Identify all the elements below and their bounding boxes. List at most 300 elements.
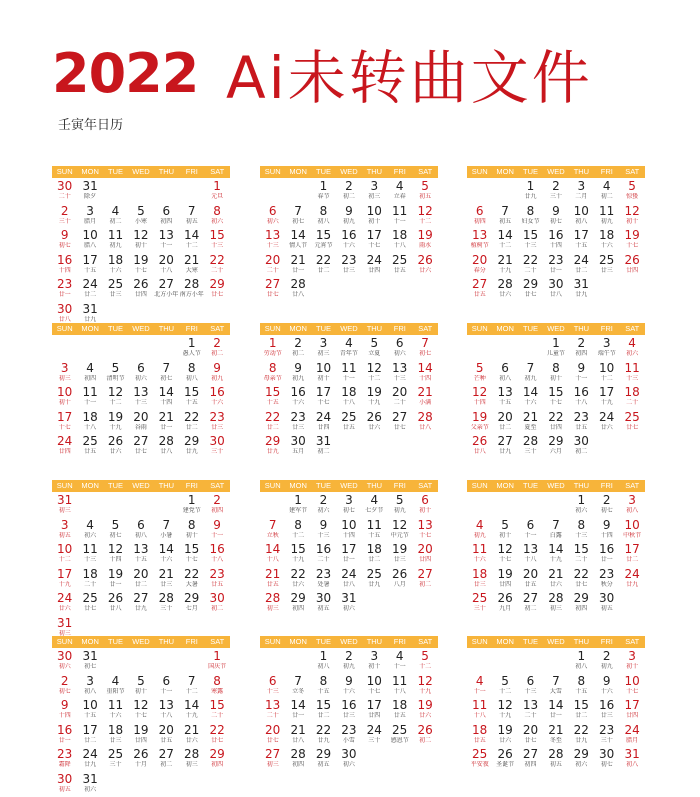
day-number: 6: [395, 336, 404, 350]
lunar-date: 初七: [419, 350, 432, 357]
day-number: 24: [57, 434, 73, 448]
lunar-date: 十九: [499, 266, 512, 274]
day-cell: [387, 180, 412, 204]
lunar-date: 十七: [368, 242, 381, 249]
day-cell: [594, 699, 619, 723]
day-cell: [362, 229, 387, 253]
day-cell: [103, 386, 128, 410]
day-number: 18: [82, 566, 98, 581]
day-cell: [77, 650, 102, 674]
lunar-date: 十二: [185, 687, 198, 695]
day-cell: [77, 180, 102, 204]
day-number: 12: [472, 385, 488, 399]
day-cell: [285, 254, 310, 278]
day-cell: [128, 675, 153, 699]
lunar-date: 廿九: [266, 448, 279, 455]
day-cell: [387, 386, 412, 410]
lunar-date: 十八: [160, 266, 173, 274]
day-cell: [387, 411, 412, 435]
day-number: 24: [82, 747, 98, 761]
day-number: 21: [522, 409, 539, 424]
day-cell: [204, 278, 229, 302]
lunar-date: 十四: [342, 531, 355, 539]
day-cell: [492, 699, 517, 723]
lunar-date: 廿九: [524, 193, 537, 200]
day-number: 13: [158, 698, 174, 712]
lunar-date: 十六: [109, 266, 122, 274]
lunar-date: 二十: [524, 712, 537, 719]
day-cell: [52, 386, 77, 410]
day-number: 15: [265, 385, 281, 399]
lunar-date: 廿四: [368, 712, 381, 719]
lunar-date: 大雪: [549, 687, 562, 695]
lunar-date: 三十: [109, 761, 122, 768]
lunar-date: 初十: [419, 507, 432, 514]
day-cell: [285, 748, 310, 772]
lunar-date: 廿九: [626, 580, 639, 588]
day-cell: [492, 362, 517, 386]
day-cell: [103, 435, 128, 459]
day-cell: [518, 543, 543, 567]
weekday-label: FRI: [185, 481, 198, 490]
lunar-date: 廿六: [58, 605, 71, 612]
lunar-date: 十三: [524, 687, 537, 695]
day-number: 3: [577, 179, 586, 193]
day-number: 30: [548, 277, 564, 291]
lunar-date: 白露: [549, 531, 562, 539]
day-cell: [543, 337, 568, 361]
day-number: 28: [290, 747, 306, 761]
lunar-date: 十二: [600, 374, 613, 382]
day-number: 31: [82, 301, 98, 316]
weekday-label: FRI: [185, 167, 198, 176]
day-cell: [52, 699, 77, 723]
day-number: 16: [548, 228, 564, 242]
day-cell: [260, 724, 285, 748]
day-cell: [336, 494, 361, 518]
day-number: 7: [268, 517, 277, 532]
lunar-date: 初四: [473, 217, 486, 225]
lunar-date: 三十: [549, 193, 562, 200]
day-cell: [336, 543, 361, 567]
lunar-date: 初九: [524, 374, 537, 382]
day-cell: [492, 411, 517, 435]
lunar-date: 廿四: [134, 291, 147, 298]
weekday-label: MON: [496, 324, 514, 333]
day-number: 1: [319, 649, 328, 663]
lunar-date: 春分: [473, 266, 486, 274]
lunar-date: 廿五: [473, 736, 486, 744]
lunar-date: 十六: [600, 242, 613, 249]
day-number: 24: [366, 252, 382, 267]
day-number: 24: [57, 591, 73, 605]
lunar-date: 十七: [134, 712, 147, 719]
day-cell: [543, 724, 568, 748]
day-number: 22: [573, 566, 589, 581]
day-cell: [362, 699, 387, 723]
lunar-date: 母亲节: [263, 374, 282, 382]
day-cell: [387, 337, 412, 361]
day-cell: [467, 699, 492, 723]
day-cell: [128, 205, 153, 229]
lunar-date: 二十: [84, 580, 97, 588]
day-cell: [285, 362, 310, 386]
day-cell: [179, 568, 204, 592]
day-number: 20: [158, 722, 174, 737]
lunar-date: 初四: [524, 761, 537, 768]
day-number: 8: [187, 360, 196, 375]
lunar-date: 廿七: [524, 291, 537, 298]
day-cell: [543, 386, 568, 410]
day-cell: [154, 278, 179, 302]
day-cell: [311, 675, 336, 699]
day-cell: [467, 519, 492, 543]
day-cell: [594, 180, 619, 204]
lunar-date: 廿六: [499, 291, 512, 298]
lunar-date: 十二: [109, 399, 122, 406]
day-number: 10: [366, 673, 382, 688]
lunar-date: 初三: [185, 761, 198, 768]
day-cell: [154, 411, 179, 435]
lunar-date: 十一: [160, 687, 173, 695]
weekday-label: SAT: [210, 637, 225, 646]
lunar-date: 廿二: [575, 266, 588, 274]
day-cell: [52, 254, 77, 278]
lunar-date: 感恩节: [390, 736, 409, 744]
lunar-date: 初六: [393, 350, 406, 357]
weekday-label: SAT: [210, 481, 225, 490]
day-number: 26: [107, 591, 124, 605]
day-number: 22: [209, 252, 225, 267]
day-number: 10: [366, 203, 382, 218]
day-number: 6: [526, 673, 535, 688]
day-cell: [204, 337, 229, 361]
day-number: 6: [162, 203, 171, 218]
day-cell: [260, 568, 285, 592]
day-cell: [179, 675, 204, 699]
day-number: 5: [395, 493, 404, 507]
day-cell: [518, 180, 543, 204]
lunar-date: 初五: [499, 217, 512, 225]
day-cell: [387, 519, 412, 543]
day-cell: [619, 205, 644, 229]
day-number: 2: [60, 673, 69, 688]
day-cell: [543, 592, 568, 616]
day-cell: [260, 435, 285, 459]
day-number: 22: [184, 566, 200, 581]
day-number: 31: [573, 277, 589, 291]
day-cell: [204, 650, 229, 674]
day-number: 7: [552, 673, 560, 688]
day-cell: [412, 494, 437, 518]
day-cell: [362, 362, 387, 386]
day-number: 24: [366, 722, 382, 737]
day-cell: [467, 411, 492, 435]
lunar-date: 十七: [368, 687, 381, 695]
lunar-date: 十四: [109, 556, 122, 563]
lunar-date: 植树节: [470, 242, 489, 249]
day-cell: [128, 411, 153, 435]
lunar-date: 十九: [600, 399, 613, 406]
day-cell: [336, 205, 361, 229]
day-cell: [619, 568, 644, 592]
day-number: 18: [392, 698, 408, 712]
weekday-label: SUN: [56, 324, 73, 333]
day-cell: [204, 435, 229, 459]
weekday-label: WED: [132, 637, 150, 646]
lunar-date: 廿五: [342, 423, 355, 431]
day-cell: [594, 411, 619, 435]
lunar-date: 初八: [84, 687, 97, 695]
lunar-date: 廿五: [393, 712, 406, 719]
day-cell: [467, 386, 492, 410]
day-number: 28: [290, 277, 306, 291]
lunar-date: 廿六: [109, 448, 122, 455]
day-cell: [260, 543, 285, 567]
lunar-date: 小雪: [342, 736, 355, 744]
day-number: 20: [497, 409, 513, 424]
day-number: 3: [60, 360, 69, 375]
lunar-date: 廿二: [134, 580, 147, 588]
day-number: 28: [417, 409, 433, 424]
day-number: 5: [475, 360, 484, 375]
day-cell: [569, 592, 594, 616]
lunar-date: 十二: [58, 556, 71, 563]
weekday-label: TUE: [316, 637, 332, 646]
lunar-date: 父亲节: [470, 423, 489, 431]
day-cell: [103, 592, 128, 616]
lunar-date: 腊月: [84, 217, 97, 225]
day-cell: [594, 229, 619, 253]
day-number: 30: [341, 747, 357, 761]
lunar-date: 廿七: [524, 736, 537, 744]
day-number: 10: [599, 360, 615, 375]
day-cell: [412, 362, 437, 386]
day-cell: [311, 494, 336, 518]
day-number: 27: [265, 277, 281, 291]
lunar-date: 初四: [575, 350, 588, 357]
day-number: 25: [107, 747, 124, 761]
day-number: 20: [265, 252, 281, 267]
day-number: 7: [552, 517, 560, 532]
day-number: 14: [158, 542, 174, 556]
lunar-date: 北方小年: [154, 291, 179, 298]
day-number: 13: [472, 228, 488, 242]
lunar-date: 十三: [211, 242, 224, 249]
lunar-date: 三十: [58, 217, 71, 225]
lunar-date: 初十: [134, 242, 147, 249]
day-number: 26: [366, 409, 382, 424]
lunar-date: 六月: [549, 448, 562, 455]
day-cell: [52, 592, 77, 616]
day-cell: [77, 362, 102, 386]
day-number: 6: [501, 360, 509, 375]
day-number: 29: [573, 747, 589, 761]
day-cell: [412, 543, 437, 567]
weekday-label: MON: [496, 481, 514, 490]
day-number: 17: [599, 385, 615, 399]
day-number: 1: [577, 649, 586, 663]
day-number: 12: [133, 228, 149, 242]
day-cell: [52, 568, 77, 592]
day-number: 1: [526, 179, 535, 193]
day-number: 14: [497, 228, 513, 242]
weekday-label: FRI: [600, 324, 613, 333]
day-number: 20: [392, 385, 408, 399]
day-number: 26: [417, 722, 433, 737]
day-cell: [467, 543, 492, 567]
year-title: 2022: [52, 42, 199, 105]
day-number: 21: [290, 722, 306, 737]
day-cell: [103, 362, 128, 386]
day-number: 18: [107, 252, 124, 267]
day-number: 30: [57, 649, 73, 663]
day-number: 10: [624, 517, 640, 532]
lunar-date: 霜降: [58, 761, 71, 768]
day-number: 27: [522, 747, 539, 761]
day-cell: [179, 254, 204, 278]
lunar-date: 青年节: [339, 350, 358, 357]
day-number: 12: [417, 673, 433, 688]
day-cell: [260, 362, 285, 386]
lunar-date: 廿六: [549, 580, 562, 588]
day-number: 5: [501, 517, 509, 532]
lunar-date: 寒露: [211, 687, 224, 695]
day-number: 18: [341, 385, 357, 399]
day-cell: [569, 568, 594, 592]
lunar-date: 廿八: [292, 736, 305, 744]
lunar-date: 廿三: [109, 291, 122, 298]
lunar-date: 初四: [292, 761, 305, 768]
weekday-label: WED: [340, 324, 358, 333]
day-cell: [569, 435, 594, 459]
lunar-date: 廿三: [109, 736, 122, 744]
weekday-label: SUN: [56, 167, 73, 176]
lunar-date: 廿三: [342, 712, 355, 719]
lunar-date: 廿一: [549, 712, 562, 719]
lunar-date: 十六: [109, 712, 122, 719]
day-cell: [336, 650, 361, 674]
day-number: 22: [315, 252, 332, 267]
day-cell: [154, 543, 179, 567]
day-cell: [311, 411, 336, 435]
day-number: 4: [86, 517, 94, 532]
lunar-date: 十七: [185, 556, 198, 563]
day-number: 3: [628, 649, 636, 663]
day-cell: [362, 650, 387, 674]
day-number: 26: [133, 277, 149, 291]
day-number: 21: [265, 566, 281, 581]
weekday-label: SUN: [471, 481, 488, 490]
lunar-year-subtitle: 壬寅年日历: [58, 118, 124, 133]
day-number: 17: [624, 542, 640, 556]
lunar-date: 廿五: [160, 736, 173, 744]
lunar-date: 十八: [393, 242, 406, 249]
lunar-date: 廿六: [419, 266, 432, 274]
day-number: 13: [392, 360, 408, 375]
day-number: 29: [548, 434, 564, 448]
day-cell: [518, 411, 543, 435]
day-number: 10: [573, 203, 589, 218]
lunar-date: 廿八: [419, 423, 432, 431]
weekday-label: SUN: [471, 637, 488, 646]
day-cell: [543, 675, 568, 699]
day-cell: [311, 568, 336, 592]
day-number: 22: [265, 409, 281, 424]
weekday-label: SAT: [625, 481, 640, 490]
lunar-date: 秋分: [600, 580, 613, 588]
day-cell: [311, 386, 336, 410]
day-cell: [387, 699, 412, 723]
day-cell: [336, 568, 361, 592]
day-cell: [412, 519, 437, 543]
lunar-date: 十九: [549, 556, 562, 563]
day-number: 22: [290, 566, 306, 581]
day-number: 13: [522, 542, 539, 556]
day-cell: [387, 362, 412, 386]
lunar-date: 十三: [317, 531, 330, 539]
day-cell: [569, 494, 594, 518]
day-number: 29: [290, 591, 306, 605]
day-number: 12: [624, 203, 640, 218]
day-cell: [103, 748, 128, 772]
day-number: 21: [497, 252, 513, 267]
day-number: 14: [417, 360, 433, 375]
lunar-date: 初六: [575, 507, 588, 514]
lunar-date: 初六: [266, 217, 279, 225]
day-cell: [103, 205, 128, 229]
day-number: 9: [602, 517, 611, 532]
day-number: 13: [522, 698, 539, 712]
day-cell: [412, 568, 437, 592]
day-cell: [311, 362, 336, 386]
day-number: 29: [209, 747, 225, 761]
weekday-label: TUE: [108, 481, 124, 490]
day-cell: [619, 254, 644, 278]
day-number: 12: [366, 360, 382, 375]
weekday-label: TUE: [523, 637, 539, 646]
day-cell: [619, 362, 644, 386]
day-cell: [103, 724, 128, 748]
day-cell: [204, 519, 229, 543]
day-cell: [412, 205, 437, 229]
day-cell: [412, 386, 437, 410]
day-number: 11: [107, 698, 124, 712]
lunar-date: 廿二: [185, 423, 198, 431]
weekday-label: SUN: [264, 637, 281, 646]
weekday-label: TUE: [523, 481, 539, 490]
day-cell: [52, 650, 77, 674]
day-cell: [260, 254, 285, 278]
day-number: 15: [548, 385, 564, 399]
day-cell: [285, 386, 310, 410]
lunar-date: 十三: [524, 242, 537, 249]
day-number: 14: [548, 542, 564, 556]
lunar-date: 十八: [575, 399, 588, 406]
weekday-label: WED: [547, 167, 565, 176]
lunar-date: 初十: [499, 531, 512, 539]
lunar-date: 廿四: [134, 736, 147, 744]
day-number: 23: [57, 277, 73, 291]
lunar-date: 廿四: [317, 423, 330, 431]
lunar-date: 初七: [600, 761, 613, 768]
day-number: 11: [366, 517, 382, 532]
day-cell: [128, 543, 153, 567]
day-number: 13: [265, 228, 281, 242]
day-number: 7: [162, 360, 171, 375]
day-cell: [518, 205, 543, 229]
day-cell: [492, 724, 517, 748]
